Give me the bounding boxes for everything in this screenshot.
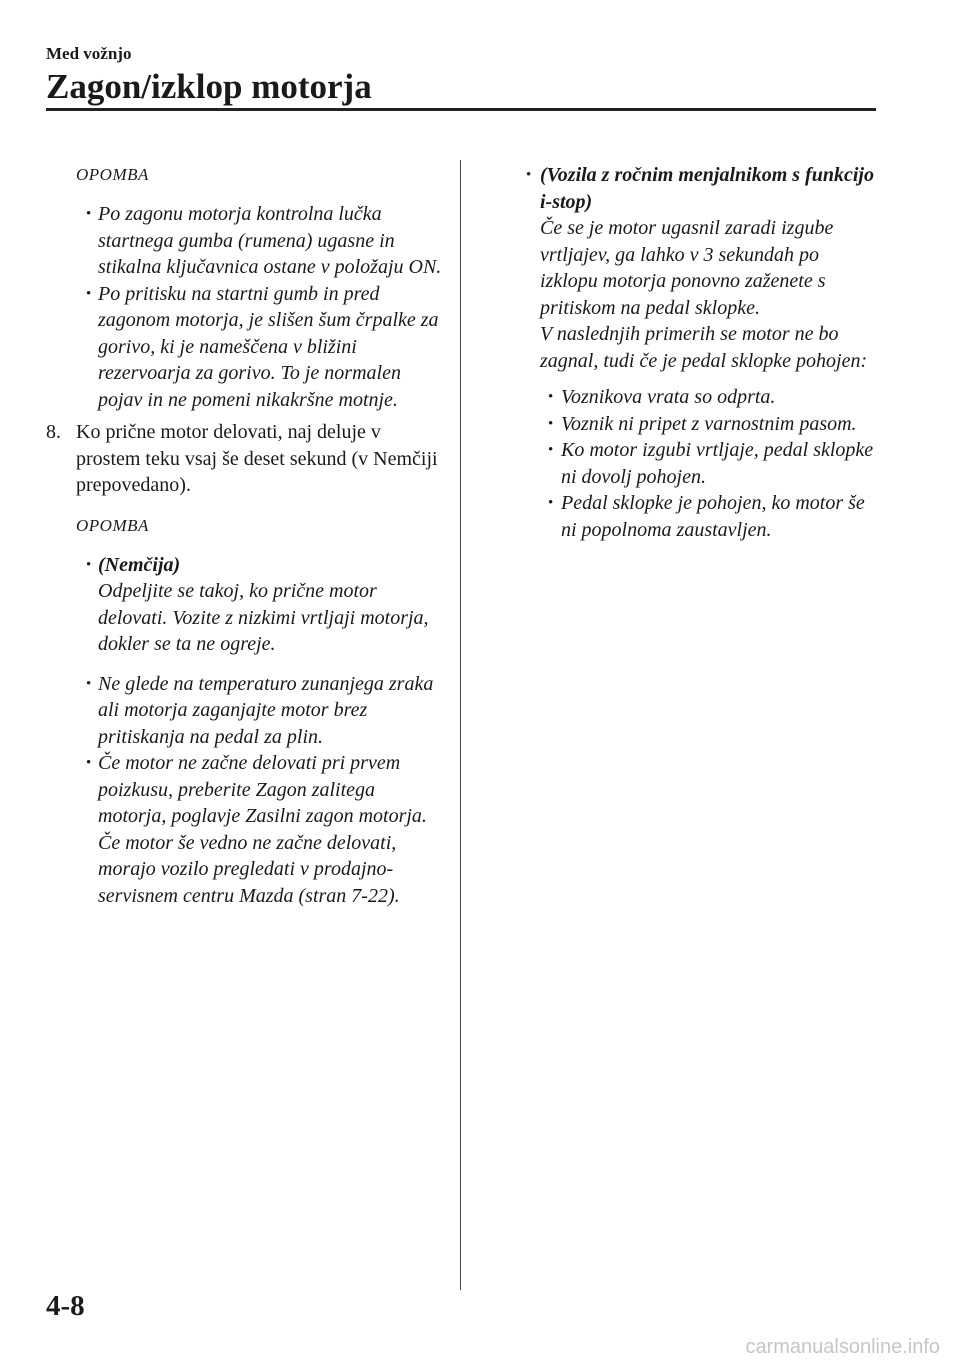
bullet-dot: • [86,206,92,222]
note-paragraph: Če se je motor ugasnil zaradi izgube vrtljajev, ga lahko v 3 sekundah po izklopu motorja ponovno zaženete s pritiskom na pedal sklopke. [540,217,834,319]
bullet-dot: • [86,755,92,771]
note-bullet-text: Po pritisku na startni gumb in pred zagonom motorja, je slišen šum črpalke za gorivo, ki je nameščena v bližini rezervoarja za gorivo. To je normalen pojav in ne pomeni nikakršne motnje. [98,282,439,411]
column-divider [460,160,461,1290]
bullet-dot: • [86,675,92,692]
right-column [526,162,881,543]
sub-bullet [526,437,881,490]
note-bullet [46,201,446,281]
note-bullet [46,671,446,751]
watermark: carmanualsonline.info [745,1336,940,1358]
bullet-dot: • [526,167,532,183]
bullet-dot: • [548,389,554,405]
left-column [46,162,446,909]
note-bullet [526,162,881,374]
step-text: Ko prične motor delovati, naj deluje v prostem teku vsaj še deset sekund (v Nemčiji prepovedano). [76,421,438,496]
note-heading: OPOMBA [76,515,149,535]
note-bullet-text: Po zagonu motorja kontrolna lučka startnega gumba (rumena) ugasne in stikalna ključavnica ostane v položaju ON. [98,203,442,278]
bullet-dot: • [548,415,554,432]
bullet-dot: • [548,442,554,458]
sub-bullet [526,490,881,543]
bullet-dot: • [86,285,92,302]
step-8 [46,419,446,499]
note-bullet [46,281,446,414]
note-bullet-text: Če motor ne začne delovati pri prvem poizkusu, preberite Zagon zalitega motorja, poglavje Zasilni zagon motorja. Če motor še vedno ne začne delovati, morajo vozilo pregledati v prodajno-servisnem centru Mazda (stran 7-22). [98,752,427,907]
note-heading: OPOMBA [76,165,149,184]
bullet-dot: • [86,556,92,573]
section-label: Med vožnjo [46,44,132,63]
bullet-dot: • [548,495,554,511]
page-header [46,44,876,107]
page-title: Zagon/izklop motorja [46,67,372,106]
note-paragraph: V naslednjih primerih se motor ne bo zagnal, tudi če je pedal sklopke pohojen: [540,323,868,372]
step-number: 8. [46,421,61,443]
note-bullet-text: Odpeljite se takoj, ko prične motor delovati. Vozite z nizkimi vrtljaji motorja, dokler se ta ne ogreje. [98,580,429,655]
sub-bullet-text: Ko motor izgubi vrtljaje, pedal sklopke ni dovolj pohojen. [561,439,874,488]
sub-bullet [526,411,881,438]
note-bullet-text: Ne glede na temperaturo zunanjega zraka ali motorja zaganjajte motor brez pritiskanja na pedal za plin. [98,672,434,748]
note-bullet-title: (Vozila z ročnim menjalnikom s funkcijo i-stop) [540,164,874,213]
note-bullet [46,552,446,658]
page-number: 4-8 [46,1290,85,1322]
note-bullet-title: (Nemčija) [98,553,181,576]
sub-bullet-text: Voznik ni pripet z varnostnim pasom. [561,412,857,435]
sub-bullet-text: Pedal sklopke je pohojen, ko motor še ni popolnoma zaustavljen. [561,492,865,541]
sub-bullet-text: Voznikova vrata so odprta. [561,386,776,408]
sub-bullet [526,384,881,411]
note-bullet [46,750,446,909]
header-rule [46,108,876,111]
